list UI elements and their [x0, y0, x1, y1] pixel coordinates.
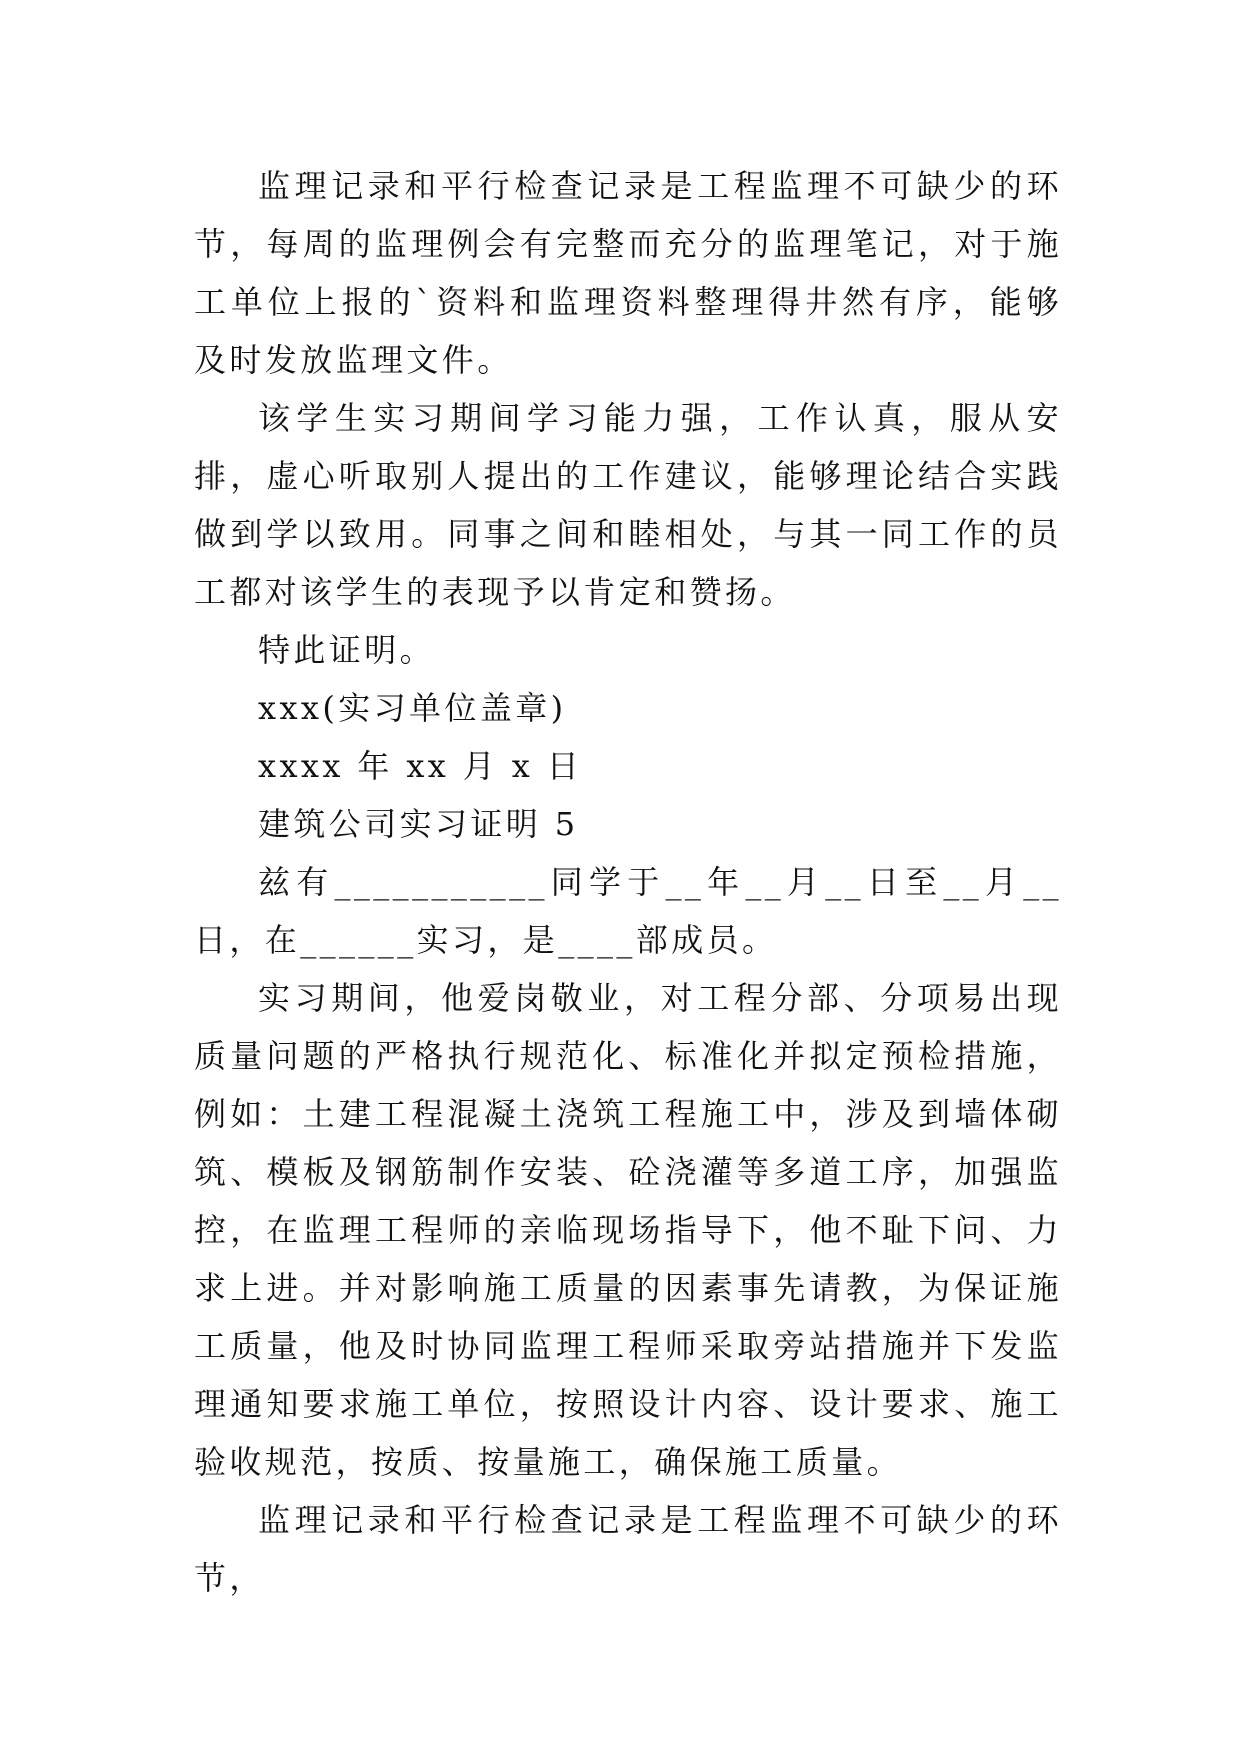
paragraph-student-evaluation: 该学生实习期间学习能力强，工作认真，服从安排，虚心听取别人提出的工作建议，能够理论结合实践做到学以致用。同事之间和睦相处，与其一同工作的员工都对该学生的表现予以肯定和赞扬。 — [194, 399, 1062, 611]
paragraph-intern-blanks: 兹有___________同学于__年__月__日至__月__日，在______实习，是____部成员。 — [194, 863, 1062, 959]
document-body — [194, 157, 1062, 1607]
paragraph-supervision-records: 监理记录和平行检查记录是工程监理不可缺少的环节，每周的监理例会有完整而充分的监理笔记，对于施工单位上报的`资料和监理资料整理得井然有序，能够及时发放监理文件。 — [194, 167, 1062, 379]
paragraph-internship-performance: 实习期间，他爱岗敬业，对工程分部、分项易出现质量问题的严格执行规范化、标准化并拟定预检措施，例如：土建工程混凝土浇筑工程施工中，涉及到墙体砌筑、模板及钢筋制作安装、砼浇灌等多道工序，加强监控，在监理工程师的亲临现场指导下，他不耻下问、力求上进。并对影响施工质量的因素事先请教，为保证施工质量，他及时协同监理工程师采取旁站措施并下发监理通知要求施工单位，按照设计内容、设计要求、施工验收规范，按质、按量施工，确保施工质量。 — [194, 979, 1062, 1481]
paragraph-company-seal: xxx(实习单位盖章) — [258, 689, 567, 727]
section-heading-certificate-5: 建筑公司实习证明 5 — [258, 805, 579, 843]
paragraph-date: xxxx 年 xx 月 x 日 — [258, 747, 583, 785]
paragraph-supervision-records-repeat: 监理记录和平行检查记录是工程监理不可缺少的环节， — [194, 1501, 1062, 1597]
paragraph-certification: 特此证明。 — [258, 631, 436, 669]
